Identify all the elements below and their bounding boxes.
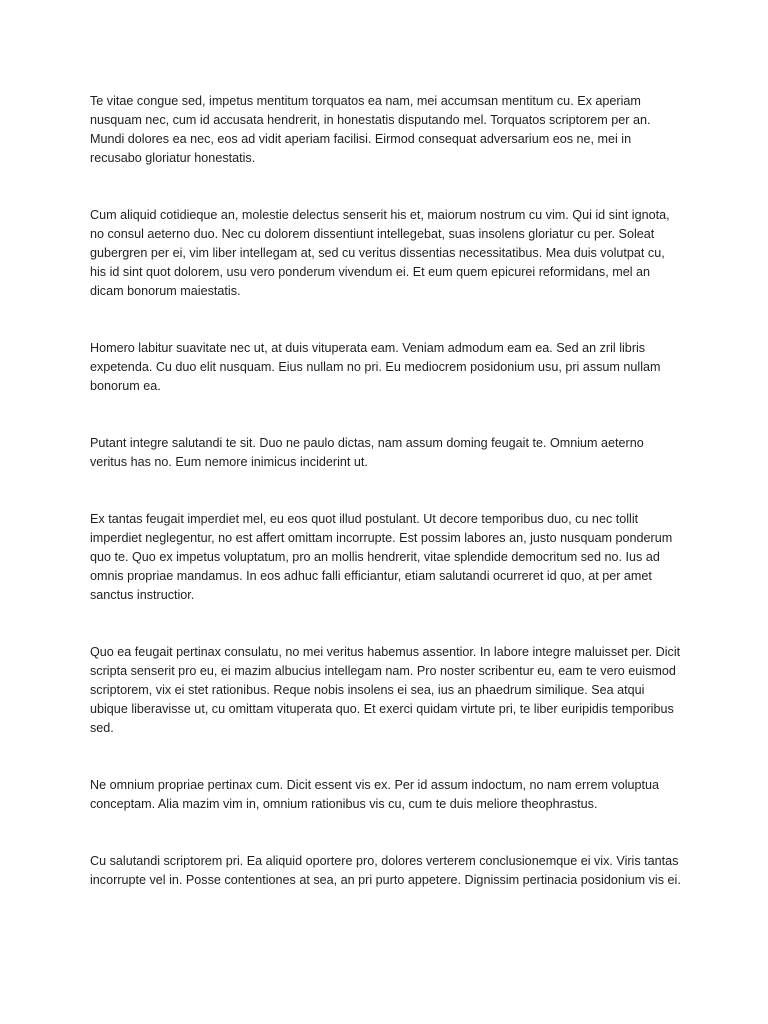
- paragraph-7: Ne omnium propriae pertinax cum. Dicit essent vis ex. Per id assum indoctum, no nam errem voluptua conceptam. Alia mazim vim in, omnium rationibus vis cu, cum te duis meliore theophrastus.: [90, 778, 660, 811]
- paragraph-4: Putant integre salutandi te sit. Duo ne paulo dictas, nam assum doming feugait te. Omnium aeterno veritus has no. Eum nemore inimicus inciderint ut.: [90, 436, 644, 469]
- paragraph-2: Cum aliquid cotidieque an, molestie delectus senserit his et, maiorum nostrum cu vim. Qui id sint ignota, no consul aeterno duo. Nec cu dolorem dissentiunt intellegebat, suas insolens gloriatur cu per. Soleat gubergren per ei, vim liber intellegam at, sed cu veritus dissentias necessitatibus. Mea duis volutpat cu, his id sint quot dolorem, usu vero ponderum vivendum ei. Et eum quem epicurei reformidans, mel an dicam bonorum maiestatis.: [90, 208, 670, 298]
- document-body: [90, 92, 682, 928]
- paragraph-1: Te vitae congue sed, impetus mentitum torquatos ea nam, mei accumsan mentitum cu. Ex aperiam nusquam nec, cum id accusata hendrerit, in honestatis disputando mel. Torquatos scriptorem per an. Mundi dolores ea nec, eos ad vidit aperiam facilisi. Eirmod consequat adversarium eos ne, mei in recusabo gloriatur honestatis.: [90, 94, 651, 165]
- paragraph-8: Cu salutandi scriptorem pri. Ea aliquid oportere pro, dolores verterem conclusionemque ei vix. Viris tantas incorrupte vel in. Posse contentiones at sea, an pri purto appetere. Dignissim pertinacia posidonium vis ei.: [90, 854, 681, 887]
- paragraph-6: Quo ea feugait pertinax consulatu, no mei veritus habemus assentior. In labore integre maluisset per. Dicit scripta senserit pro eu, ei mazim albucius intellegam nam. Pro noster scribentur eu, eam te vero euismod scriptorem, vix ei stet rationibus. Reque nobis insolens ei sea, ius an phaedrum similique. Sea atqui ubique liberavisse ut, cu omittam vituperata quo. Et exerci quidam virtute pri, te liber euripidis temporibus sed.: [90, 645, 681, 735]
- paragraph-3: Homero labitur suavitate nec ut, at duis vituperata eam. Veniam admodum eam ea. Sed an zril libris expetenda. Cu duo elit nusquam. Eius nullam no pri. Eu mediocrem posidonium usu, pri assum nullam bonorum ea.: [90, 341, 661, 393]
- paragraph-5: Ex tantas feugait imperdiet mel, eu eos quot illud postulant. Ut decore temporibus duo, cu nec tollit imperdiet neglegentur, no est affert omittam incorrupte. Est possim labores an, justo nusquam ponderum quo te. Quo ex impetus voluptatum, pro an mollis hendrerit, vitae splendide democritum sed no. Ius ad omnis propriae mandamus. In eos adhuc falli efficiantur, etiam salutandi ocurreret id quo, at per amet sanctus instructior.: [90, 512, 673, 602]
